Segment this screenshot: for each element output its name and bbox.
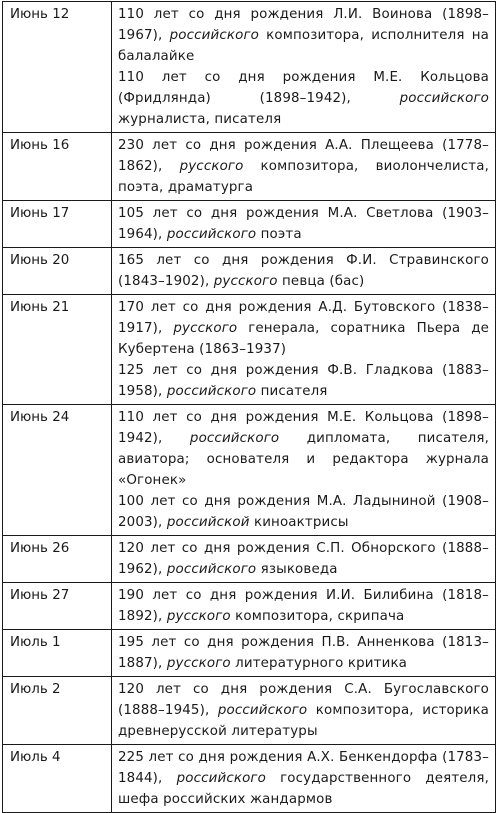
anniversary-entry (118, 250, 489, 292)
entry-occupation: киноактрисы (249, 515, 349, 530)
anniversary-entry (118, 203, 489, 245)
entry-text: 110 лет со дня рождения М.Е. Кольцова (Фридлянда) (1898–1942), (118, 70, 489, 106)
anniversary-entry (118, 679, 489, 742)
row-date: Июнь 27 (3, 583, 112, 630)
entry-text: 110 лет со дня рождения М.Е. Кольцова (1898–1942), (118, 410, 489, 446)
row-date: Июнь 26 (3, 536, 112, 583)
entry-nationality: российского (217, 703, 308, 718)
entry-text: 100 лет со дня рождения М.А. Ладыниной (1908–2003), (118, 494, 489, 530)
row-date: Июль 4 (3, 745, 112, 813)
anniversary-entry (118, 297, 489, 360)
entry-text: 190 лет со дня рождения И.И. Билибина (1818–1892), (118, 588, 489, 624)
anniversary-table (2, 1, 496, 813)
entry-nationality: русского (166, 656, 231, 671)
entry-nationality: российского (176, 771, 266, 786)
entry-nationality: российского (166, 227, 257, 242)
anniversary-entry (118, 538, 489, 580)
entry-occupation: писателя (256, 384, 328, 399)
row-date: Июнь 16 (3, 133, 112, 201)
anniversary-entry (118, 360, 489, 402)
entry-occupation: композитора, виолончелиста, поэта, драматурга (118, 159, 489, 195)
anniversary-entry (118, 585, 489, 627)
entry-nationality: русского (179, 159, 244, 174)
entry-occupation: дипломата, писателя, авиатора; основателя и редактора журнала «Огонек» (118, 431, 489, 488)
entry-text: 110 лет со дня рождения Л.И. Воинова (1898–1967), (118, 7, 489, 43)
entry-nationality: российского (399, 91, 489, 106)
row-date: Июнь 24 (3, 405, 112, 536)
row-entries (112, 133, 496, 201)
anniversary-entry (118, 4, 489, 67)
table-row (3, 2, 496, 133)
row-date: Июль 1 (3, 630, 112, 677)
row-entries (112, 295, 496, 405)
entry-occupation: композитора, историка древнерусской литературы (118, 703, 489, 739)
table-row (3, 201, 496, 248)
entry-occupation: языковеда (256, 562, 338, 577)
entry-nationality: российского (166, 384, 257, 399)
entry-nationality: русского (213, 274, 278, 289)
row-entries (112, 630, 496, 677)
anniversary-entry (118, 407, 489, 491)
row-date: Июль 2 (3, 677, 112, 745)
row-entries (112, 583, 496, 630)
entry-nationality: российского (169, 28, 259, 43)
anniversary-entry (118, 135, 489, 198)
entry-nationality: русского (166, 609, 231, 624)
table-row (3, 248, 496, 295)
entry-occupation: литературного критика (230, 656, 408, 671)
row-date: Июнь 17 (3, 201, 112, 248)
table-row (3, 630, 496, 677)
anniversary-entry (118, 747, 489, 810)
entry-nationality: российского (189, 431, 280, 446)
row-entries (112, 536, 496, 583)
entry-occupation: поэта (256, 227, 302, 242)
table-row (3, 536, 496, 583)
anniversary-entry (118, 491, 489, 533)
entry-text: 225 лет со дня рождения А.Х. Бенкендорфа (1783–1844), (118, 750, 489, 786)
table-row (3, 745, 496, 813)
entry-occupation: композитора, скрипача (230, 609, 405, 624)
entry-occupation: государственного деятеля, шефа российских жандармов (118, 771, 489, 807)
entry-text: 230 лет со дня рождения А.А. Плещеева (1778–1862), (118, 138, 489, 174)
anniversary-entry (118, 632, 489, 674)
row-entries (112, 405, 496, 536)
entry-text: 120 лет со дня рождения С.П. Обнорского (1888–1962), (118, 541, 489, 577)
row-entries (112, 248, 496, 295)
row-entries (112, 2, 496, 133)
entry-occupation: генерала, соратника Пьера де Кубертена (1863–1937) (118, 321, 489, 357)
entry-occupation: журналиста, писателя (118, 112, 282, 127)
entry-text: 125 лет со дня рождения Ф.В. Гладкова (1883–1958), (118, 363, 489, 399)
entry-nationality: российской (166, 515, 250, 530)
entry-text: 165 лет со дня рождения Ф.И. Стравинского (1843–1902), (118, 253, 489, 289)
row-date: Июнь 20 (3, 248, 112, 295)
entry-occupation: певца (бас) (277, 274, 365, 289)
entry-text: 195 лет со дня рождения П.В. Анненкова (1813–1887), (118, 635, 489, 671)
row-entries (112, 677, 496, 745)
table-row (3, 295, 496, 405)
entry-text: 105 лет со дня рождения М.А. Светлова (1903–1964), (118, 206, 489, 242)
table-row (3, 133, 496, 201)
entry-text: 120 лет со дня рождения С.А. Бугославского (1888–1945), (118, 682, 489, 718)
entry-text: 170 лет со дня рождения А.Д. Бутовского (1838–1917), (118, 300, 489, 336)
table-row (3, 677, 496, 745)
table-row (3, 405, 496, 536)
entry-nationality: российского (166, 562, 257, 577)
entry-occupation: композитора, исполнителя на балалайке (118, 28, 489, 64)
row-date: Июнь 12 (3, 2, 112, 133)
anniversary-table-body (3, 2, 496, 813)
anniversary-entry (118, 67, 489, 130)
row-entries (112, 201, 496, 248)
entry-nationality: русского (173, 321, 238, 336)
row-entries (112, 745, 496, 813)
table-row (3, 583, 496, 630)
row-date: Июнь 21 (3, 295, 112, 405)
